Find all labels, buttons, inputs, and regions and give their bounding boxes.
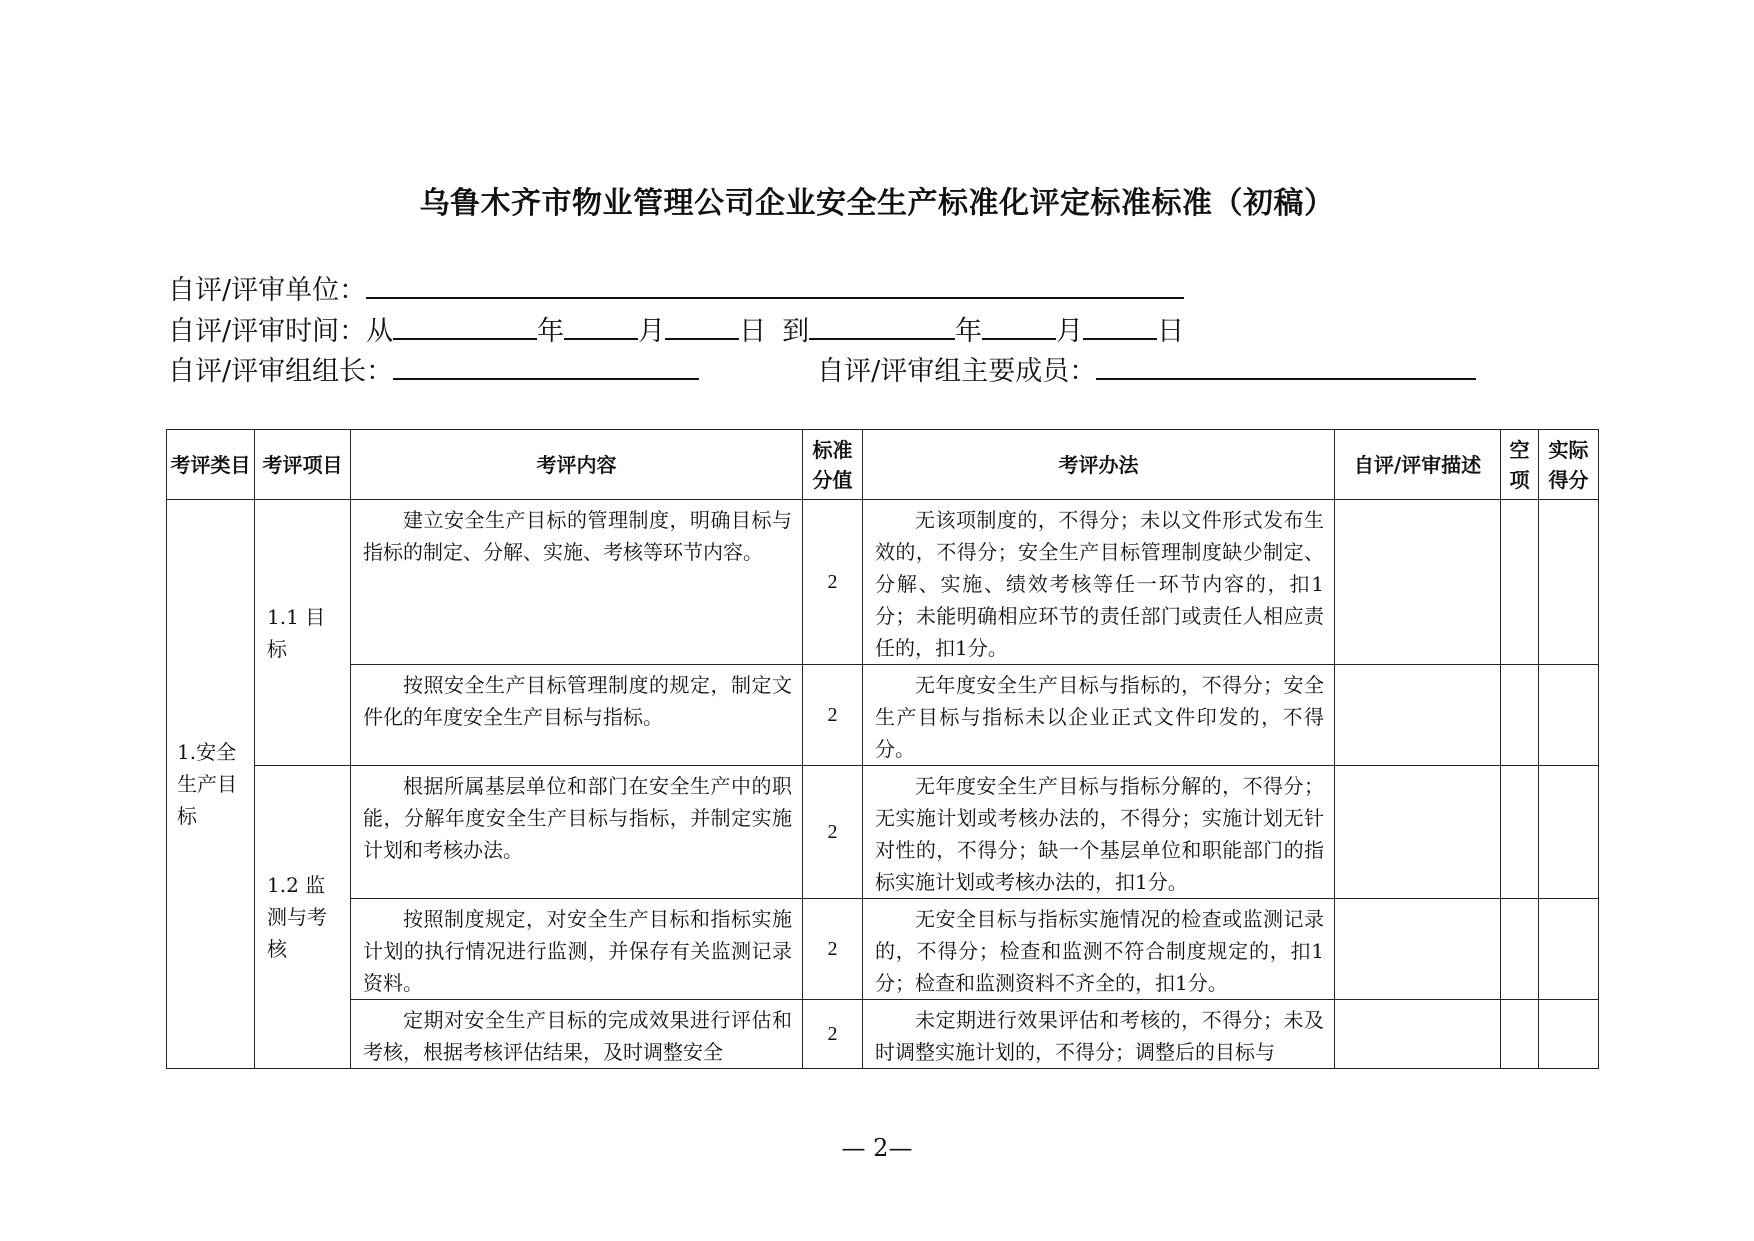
form-leader-line — [168, 349, 1476, 388]
project-cell: 1.1 目标 — [255, 500, 351, 766]
header-row — [167, 430, 1599, 500]
score-cell: 2 — [803, 665, 863, 766]
desc-cell[interactable] — [1335, 1000, 1501, 1069]
desc-cell[interactable] — [1335, 665, 1501, 766]
method-cell: 无年度安全生产目标与指标分解的，不得分；无实施计划或考核办法的，不得分；实施计划无针对性的，不得分；缺一个基层单位和职能部门的指标实施计划或考核办法的，扣1分。 — [863, 766, 1335, 899]
actual-score-cell[interactable] — [1539, 899, 1599, 1000]
empty-cell[interactable] — [1501, 665, 1539, 766]
desc-cell[interactable] — [1335, 766, 1501, 899]
evaluation-table — [166, 429, 1599, 1069]
score-cell: 2 — [803, 899, 863, 1000]
score-cell: 2 — [803, 1000, 863, 1069]
header-project: 考评项目 — [255, 430, 351, 500]
content-cell: 按照安全生产目标管理制度的规定，制定文件化的年度安全生产目标与指标。 — [351, 665, 803, 766]
to-label: 到 — [782, 316, 810, 347]
start-day-blank — [665, 310, 739, 340]
header-category: 考评类目 — [167, 430, 255, 500]
header-actual: 实际得分 — [1539, 430, 1599, 500]
form-unit-line — [168, 268, 1184, 307]
content-cell: 建立安全生产目标的管理制度，明确目标与指标的制定、分解、实施、考核等环节内容。 — [351, 500, 803, 665]
start-year-label: 年 — [537, 316, 565, 347]
page-number: — 2— — [841, 1134, 913, 1162]
empty-cell[interactable] — [1501, 766, 1539, 899]
time-label: 自评/评审时间：从 — [168, 316, 394, 347]
desc-cell[interactable] — [1335, 500, 1501, 665]
score-cell: 2 — [803, 500, 863, 665]
document-title: 乌鲁木齐市物业管理公司企业安全生产标准化评定标准标准（初稿） — [419, 186, 1335, 221]
method-cell: 无该项制度的，不得分；未以文件形式发布生效的，不得分；安全生产目标管理制度缺少制定、分解、实施、绩效考核等任一环节内容的，扣1分；未能明确相应环节的责任部门或责任人相应责任的，扣1分。 — [863, 500, 1335, 665]
desc-cell[interactable] — [1335, 899, 1501, 1000]
category-cell: 1.安全生产目标 — [167, 500, 255, 1069]
start-month-blank — [564, 310, 638, 340]
empty-cell[interactable] — [1501, 899, 1539, 1000]
leader-label: 自评/评审组组长： — [168, 356, 394, 387]
end-day-label: 日 — [1157, 316, 1185, 347]
empty-cell[interactable] — [1501, 500, 1539, 665]
actual-score-cell[interactable] — [1539, 766, 1599, 899]
header-desc: 自评/评审描述 — [1335, 430, 1501, 500]
start-year-blank — [393, 310, 537, 340]
content-cell: 定期对安全生产目标的完成效果进行评估和考核，根据考核评估结果，及时调整安全 — [351, 1000, 803, 1069]
end-day-blank — [1083, 310, 1157, 340]
table-row — [167, 899, 1599, 1000]
actual-score-cell[interactable] — [1539, 665, 1599, 766]
table-row — [167, 766, 1599, 899]
end-year-label: 年 — [955, 316, 983, 347]
table-row — [167, 500, 1599, 665]
members-label: 自评/评审组主要成员： — [817, 356, 1097, 387]
form-time-line — [168, 309, 1184, 348]
content-cell: 按照制度规定，对安全生产目标和指标实施计划的执行情况进行监测，并保存有关监测记录资料。 — [351, 899, 803, 1000]
members-blank — [1096, 350, 1476, 380]
header-score: 标准分值 — [803, 430, 863, 500]
actual-score-cell[interactable] — [1539, 1000, 1599, 1069]
score-cell: 2 — [803, 766, 863, 899]
actual-score-cell[interactable] — [1539, 500, 1599, 665]
method-cell: 无安全目标与指标实施情况的检查或监测记录的，不得分；检查和监测不符合制度规定的，扣1分；检查和监测资料不齐全的，扣1分。 — [863, 899, 1335, 1000]
empty-cell[interactable] — [1501, 1000, 1539, 1069]
start-month-label: 月 — [638, 316, 666, 347]
header-content: 考评内容 — [351, 430, 803, 500]
table-row — [167, 665, 1599, 766]
end-year-blank — [809, 310, 955, 340]
leader-blank — [393, 350, 699, 380]
table-row — [167, 1000, 1599, 1069]
end-month-label: 月 — [1056, 316, 1084, 347]
header-empty: 空项 — [1501, 430, 1539, 500]
content-cell: 根据所属基层单位和部门在安全生产中的职能，分解年度安全生产目标与指标，并制定实施计划和考核办法。 — [351, 766, 803, 899]
project-cell: 1.2 监测与考核 — [255, 766, 351, 1069]
method-cell: 无年度安全生产目标与指标的，不得分；安全生产目标与指标未以企业正式文件印发的，不得分。 — [863, 665, 1335, 766]
start-day-label: 日 — [739, 316, 767, 347]
header-method: 考评办法 — [863, 430, 1335, 500]
unit-blank — [366, 269, 1184, 299]
unit-label: 自评/评审单位： — [168, 275, 367, 306]
method-cell: 未定期进行效果评估和考核的，不得分；未及时调整实施计划的，不得分；调整后的目标与 — [863, 1000, 1335, 1069]
end-month-blank — [982, 310, 1056, 340]
